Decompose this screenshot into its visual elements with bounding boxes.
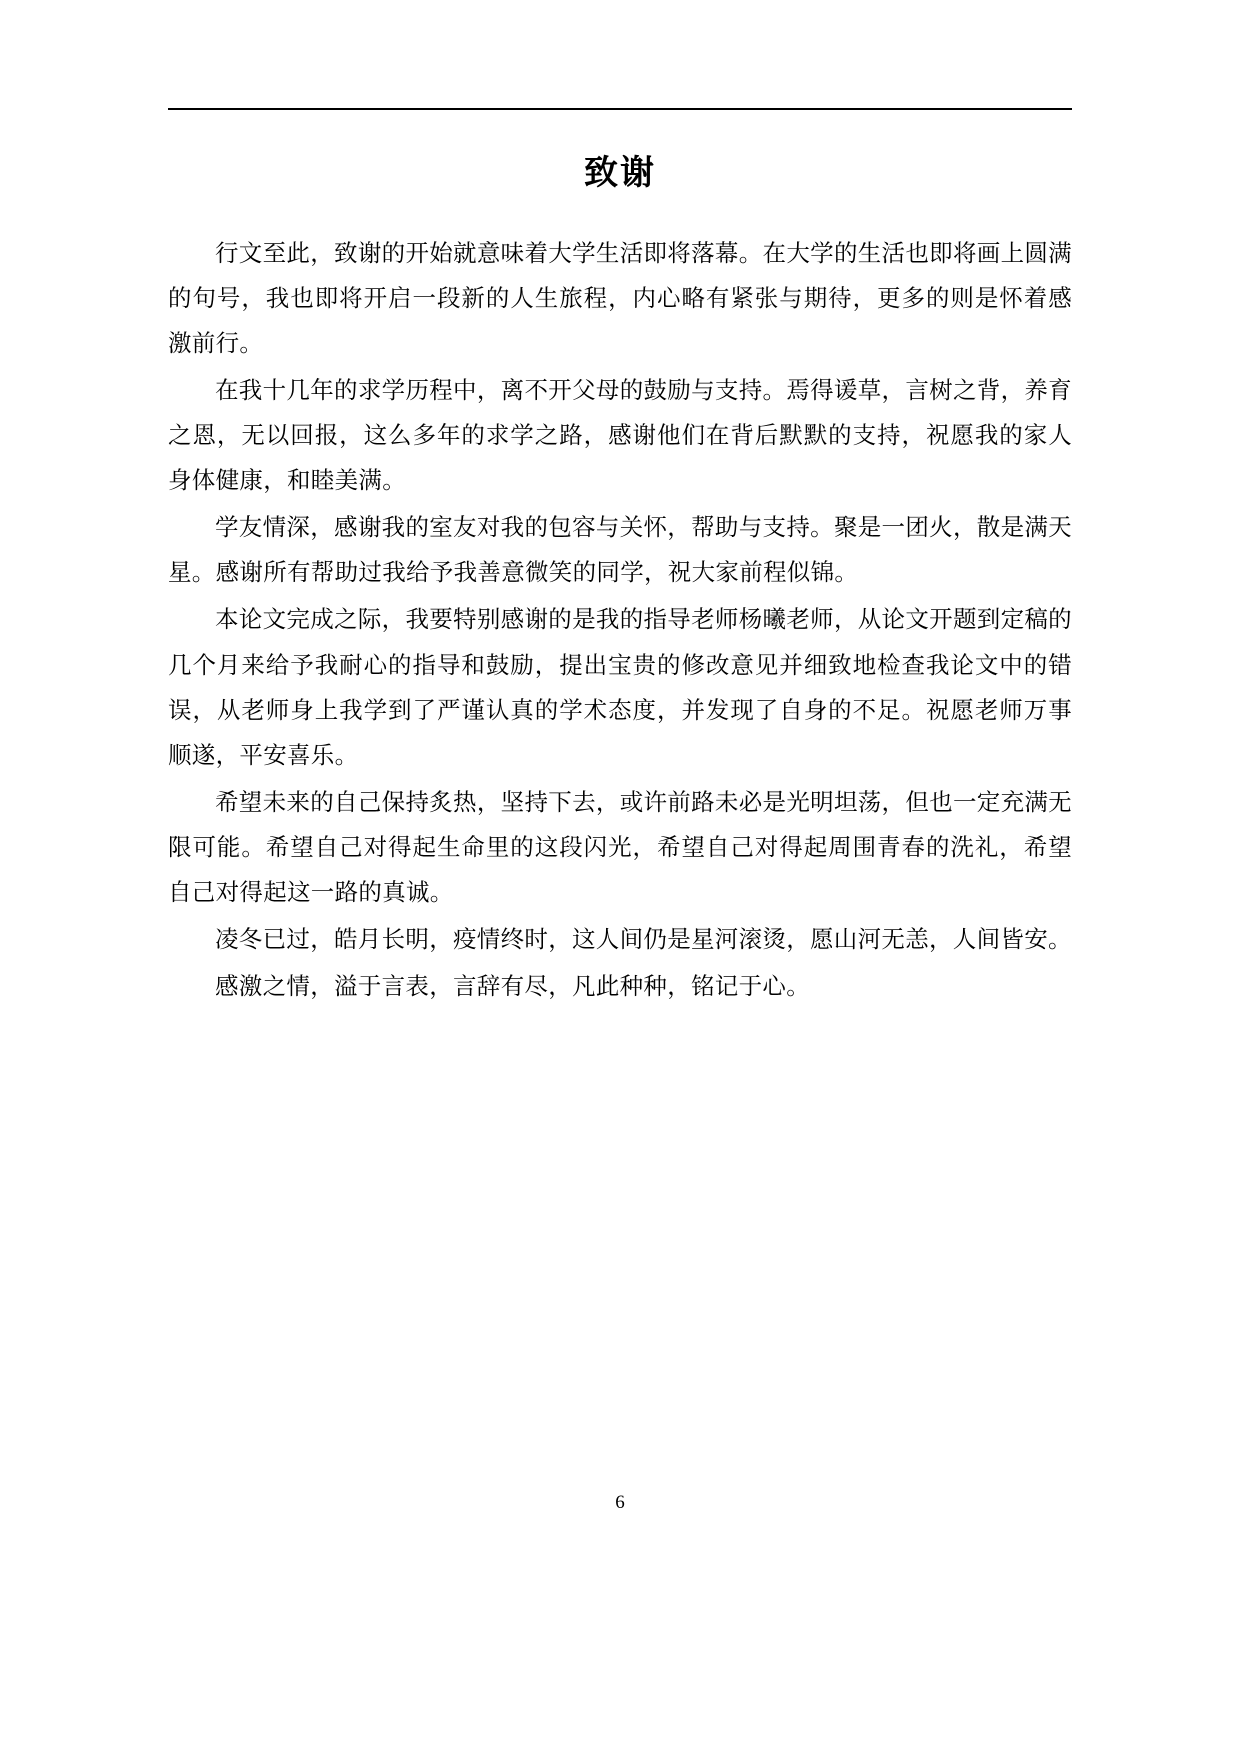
header-divider [168,108,1072,110]
body-paragraph: 在我十几年的求学历程中，离不开父母的鼓励与支持。焉得谖草，言树之背，养育之恩，无以回报，这么多年的求学之路，感谢他们在背后默默的支持，祝愿我的家人身体健康，和睦美满。 [168,377,1072,495]
body-paragraph: 凌冬已过，皓月长明，疫情终时，这人间仍是星河滚烫，愿山河无恙，人间皆安。 [215,927,1072,954]
body-paragraph: 希望未来的自己保持炙热，坚持下去，或许前路未必是光明坦荡，但也一定充满无限可能。希望自己对得起生命里的这段闪光，希望自己对得起周围青春的洗礼，希望自己对得起这一路的真诚。 [168,789,1072,907]
body-paragraph: 本论文完成之际，我要特别感谢的是我的指导老师杨曦老师，从论文开题到定稿的几个月来给予我耐心的指导和鼓励，提出宝贵的修改意见并细致地检查我论文中的错误，从老师身上我学到了严谨认真的学术态度，并发现了自身的不足。祝愿老师万事顺遂，平安喜乐。 [168,607,1072,769]
body-paragraph: 行文至此，致谢的开始就意味着大学生活即将落幕。在大学的生活也即将画上圆满的句号，我也即将开启一段新的人生旅程，内心略有紧张与期待，更多的则是怀着感激前行。 [168,240,1072,357]
body-paragraph: 感激之情，溢于言表，言辞有尽，凡此种种，铭记于心。 [215,974,810,1001]
page-title: 致谢 [584,153,656,193]
page-number: 6 [615,1492,625,1513]
body-paragraph: 学友情深，感谢我的室友对我的包容与关怀，帮助与支持。聚是一团火，散是满天星。感谢所有帮助过我给予我善意微笑的同学，祝大家前程似锦。 [168,515,1072,587]
document-body [168,150,1072,1012]
